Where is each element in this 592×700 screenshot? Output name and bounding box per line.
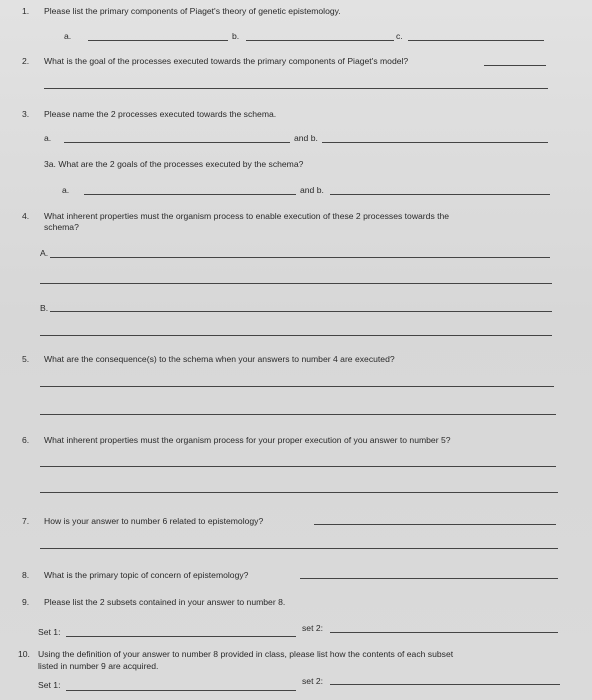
q7-answer-line-inline[interactable] — [314, 524, 556, 525]
q10-set2-label: set 2: — [302, 676, 324, 686]
q5-answer-line-2[interactable] — [40, 414, 556, 415]
q9-set1-label: Set 1: — [38, 627, 61, 637]
q5-number: 5. — [22, 354, 30, 364]
q10-text-line1: Using the definition of your answer to number 8 provided in class, please list how the contents of each subset — [38, 649, 454, 659]
q4-number: 4. — [22, 211, 30, 221]
q6-number: 6. — [22, 435, 30, 445]
q10-text-line2: listed in number 9 are acquired. — [38, 661, 159, 671]
q3a-a-answer-line[interactable] — [84, 194, 296, 195]
q1-b-answer-line[interactable] — [246, 40, 394, 41]
q7-number: 7. — [22, 516, 30, 526]
q6-text: What inherent properties must the organism process for your proper execution of you answer to number 5? — [44, 435, 451, 445]
q1-b-label: b. — [232, 31, 240, 41]
q4-text-line1: What inherent properties must the organism process to enable execution of these 2 processes towards the — [44, 211, 450, 221]
q6-answer-line-1[interactable] — [40, 466, 556, 467]
q3-a-answer-line[interactable] — [64, 142, 290, 143]
q10-number: 10. — [18, 649, 30, 659]
q4-A-answer-line-2[interactable] — [40, 283, 552, 284]
q1-text: Please list the primary components of Piaget's theory of genetic epistemology. — [44, 6, 341, 16]
q7-text: How is your answer to number 6 related to epistemology? — [44, 516, 264, 526]
q3a-text: 3a. What are the 2 goals of the processes executed by the schema? — [44, 159, 304, 169]
q3-andb-label: and b. — [294, 133, 318, 143]
q3a-andb-label: and b. — [300, 185, 324, 195]
q3a-a-label: a. — [62, 185, 70, 195]
q10-set1-answer-line[interactable] — [66, 690, 296, 691]
q1-c-label: c. — [396, 31, 403, 41]
q4-B-answer-line-2[interactable] — [40, 335, 552, 336]
q2-answer-line-inline[interactable] — [484, 65, 546, 66]
q4-A-answer-line-1[interactable] — [50, 257, 550, 258]
q2-number: 2. — [22, 56, 30, 66]
q1-c-answer-line[interactable] — [408, 40, 544, 41]
q3-number: 3. — [22, 109, 30, 119]
q1-a-answer-line[interactable] — [88, 40, 228, 41]
q5-text: What are the consequence(s) to the schema when your answers to number 4 are executed? — [44, 354, 395, 364]
q2-answer-line[interactable] — [44, 88, 548, 89]
q8-number: 8. — [22, 570, 30, 580]
q9-set2-label: set 2: — [302, 623, 324, 633]
q5-answer-line-1[interactable] — [40, 386, 554, 387]
q3-b-answer-line[interactable] — [322, 142, 548, 143]
q1-number: 1. — [22, 6, 30, 16]
q4-B-answer-line-1[interactable] — [50, 311, 552, 312]
q8-text: What is the primary topic of concern of epistemology? — [44, 570, 249, 580]
q9-text: Please list the 2 subsets contained in your answer to number 8. — [44, 597, 286, 607]
q3-text: Please name the 2 processes executed towards the schema. — [44, 109, 277, 119]
q1-a-label: a. — [64, 31, 72, 41]
q3-a-label: a. — [44, 133, 52, 143]
q9-set1-answer-line[interactable] — [66, 636, 296, 637]
q3a-b-answer-line[interactable] — [330, 194, 550, 195]
q10-set1-label: Set 1: — [38, 680, 61, 690]
q9-number: 9. — [22, 597, 30, 607]
q4-text-line2: schema? — [44, 222, 79, 232]
q4-B-label: B. — [40, 303, 49, 313]
q4-A-label: A. — [40, 248, 49, 258]
q7-answer-line[interactable] — [40, 548, 558, 549]
q9-set2-answer-line[interactable] — [330, 632, 558, 633]
q6-answer-line-2[interactable] — [40, 492, 558, 493]
q2-text: What is the goal of the processes executed towards the primary components of Piaget's model? — [44, 56, 409, 66]
q8-answer-line[interactable] — [300, 578, 558, 579]
q10-set2-answer-line[interactable] — [330, 684, 560, 685]
